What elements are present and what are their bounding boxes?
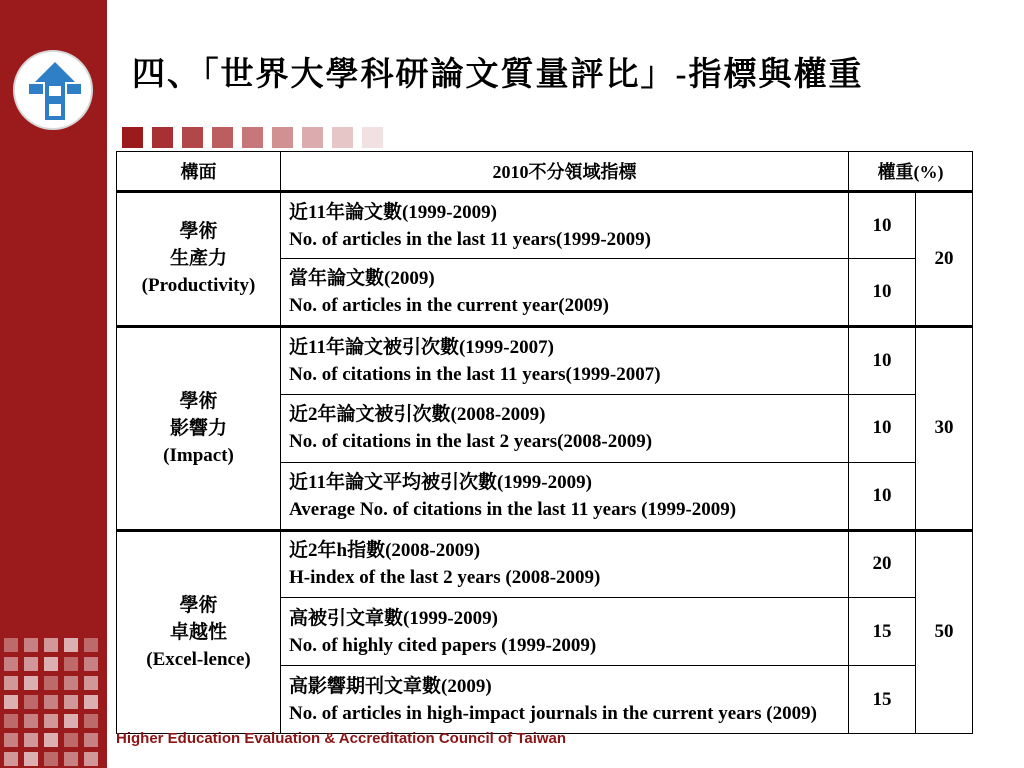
band-square [24,638,38,652]
indicator-name-en: No. of citations in the last 2 years(2008-2009) [289,431,653,453]
band-square [24,676,38,690]
band-square [4,657,18,671]
indicator-weight: 15 [849,598,916,666]
band-square [24,657,38,671]
band-square [64,638,78,652]
band-square [64,695,78,709]
indicator-cell [281,530,849,598]
band-square [64,752,78,766]
decorative-square [272,127,293,148]
header-dimension: 構面 [117,152,281,192]
decorative-square [302,127,323,148]
indicator-name-en: H-index of the last 2 years (2008-2009) [289,567,601,589]
indicator-name-zh: 高被引文章數(1999-2009) [289,607,498,629]
group-weight-total: 30 [916,327,973,530]
indicator-cell [281,462,849,530]
dimension-cell [117,327,281,530]
band-square [44,676,58,690]
decorative-square [242,127,263,148]
dimension-label-en: (Impact) [163,444,234,466]
band-square [24,733,38,747]
header-indicator: 2010不分領域指標 [281,152,849,192]
band-square-pattern [4,638,104,768]
indicator-name-en: No. of articles in high-impact journals in the current years (2009) [289,702,817,724]
dimension-label: 卓越性 [169,621,227,643]
band-square [44,695,58,709]
dimension-label: 生產力 [169,248,227,270]
indicator-name-en: No. of articles in the current year(2009) [289,295,609,317]
indicator-name-en: No. of highly cited papers (1999-2009) [289,634,597,656]
band-square [84,657,98,671]
band-square [44,714,58,728]
indicator-weight-table [116,151,973,734]
band-square [4,676,18,690]
decorative-square [332,127,353,148]
indicator-name-zh: 近11年論文數(1999-2009) [289,201,497,223]
indicator-weight: 10 [849,394,916,462]
band-square [4,714,18,728]
dimension-label-en: (Excel-lence) [146,648,251,670]
band-square [4,695,18,709]
band-square [24,752,38,766]
indicator-name-en: No. of citations in the last 11 years(1999-2007) [289,364,661,386]
indicator-cell [281,598,849,666]
dimension-label: 學術 [179,221,218,243]
band-square [84,638,98,652]
footer-organization: Higher Education Evaluation & Accreditation Council of Taiwan [116,730,567,747]
indicator-weight: 15 [849,666,916,734]
dimension-cell [117,530,281,733]
indicator-name-zh: 近2年h指數(2008-2009) [289,540,481,562]
heeact-logo [13,50,93,130]
band-square [84,752,98,766]
house-icon [23,58,87,124]
indicator-cell [281,666,849,734]
indicator-name-zh: 近11年論文被引次數(1999-2007) [289,337,554,359]
band-square [64,676,78,690]
band-square [64,714,78,728]
indicator-cell [281,259,849,327]
indicator-weight: 10 [849,259,916,327]
dimension-label-en: (Productivity) [141,275,256,297]
indicator-weight: 10 [849,327,916,395]
indicator-name-en: Average No. of citations in the last 11 years (1999-2009) [289,498,737,520]
band-square [24,695,38,709]
indicator-name-zh: 高影響期刊文章數(2009) [289,675,492,697]
band-square [64,657,78,671]
dimension-cell [117,191,281,327]
header-weight: 權重(%) [849,152,973,192]
band-square [44,733,58,747]
indicator-weight: 20 [849,530,916,598]
table-header-row [117,152,973,192]
dimension-label: 影響力 [169,417,227,439]
indicator-cell [281,394,849,462]
dimension-label: 學術 [179,390,218,412]
decorative-square [182,127,203,148]
table-row [117,530,973,598]
indicator-weight: 10 [849,462,916,530]
indicator-cell [281,327,849,395]
band-square [84,695,98,709]
decorative-square [152,127,173,148]
table-row [117,191,973,259]
group-weight-total: 20 [916,191,973,327]
band-square [44,752,58,766]
band-square [84,714,98,728]
band-square [84,676,98,690]
indicator-weight: 10 [849,191,916,259]
band-square [44,657,58,671]
indicator-name-zh: 當年論文數(2009) [289,268,435,290]
page-title: 四、「世界大學科研論文質量評比」-指標與權重 [132,57,864,93]
decorative-square [212,127,233,148]
table-row [117,327,973,395]
decorative-square [362,127,383,148]
indicator-cell [281,191,849,259]
dimension-label: 學術 [179,594,218,616]
band-square [4,638,18,652]
indicator-name-zh: 近2年論文被引次數(2008-2009) [289,404,546,426]
band-square [4,733,18,747]
decorative-square [122,127,143,148]
indicator-name-zh: 近11年論文平均被引次數(1999-2009) [289,471,592,493]
band-square [44,638,58,652]
band-square [84,733,98,747]
indicator-name-en: No. of articles in the last 11 years(1999-2009) [289,228,651,250]
band-square [64,733,78,747]
band-square [24,714,38,728]
group-weight-total: 50 [916,530,973,733]
band-square [4,752,18,766]
